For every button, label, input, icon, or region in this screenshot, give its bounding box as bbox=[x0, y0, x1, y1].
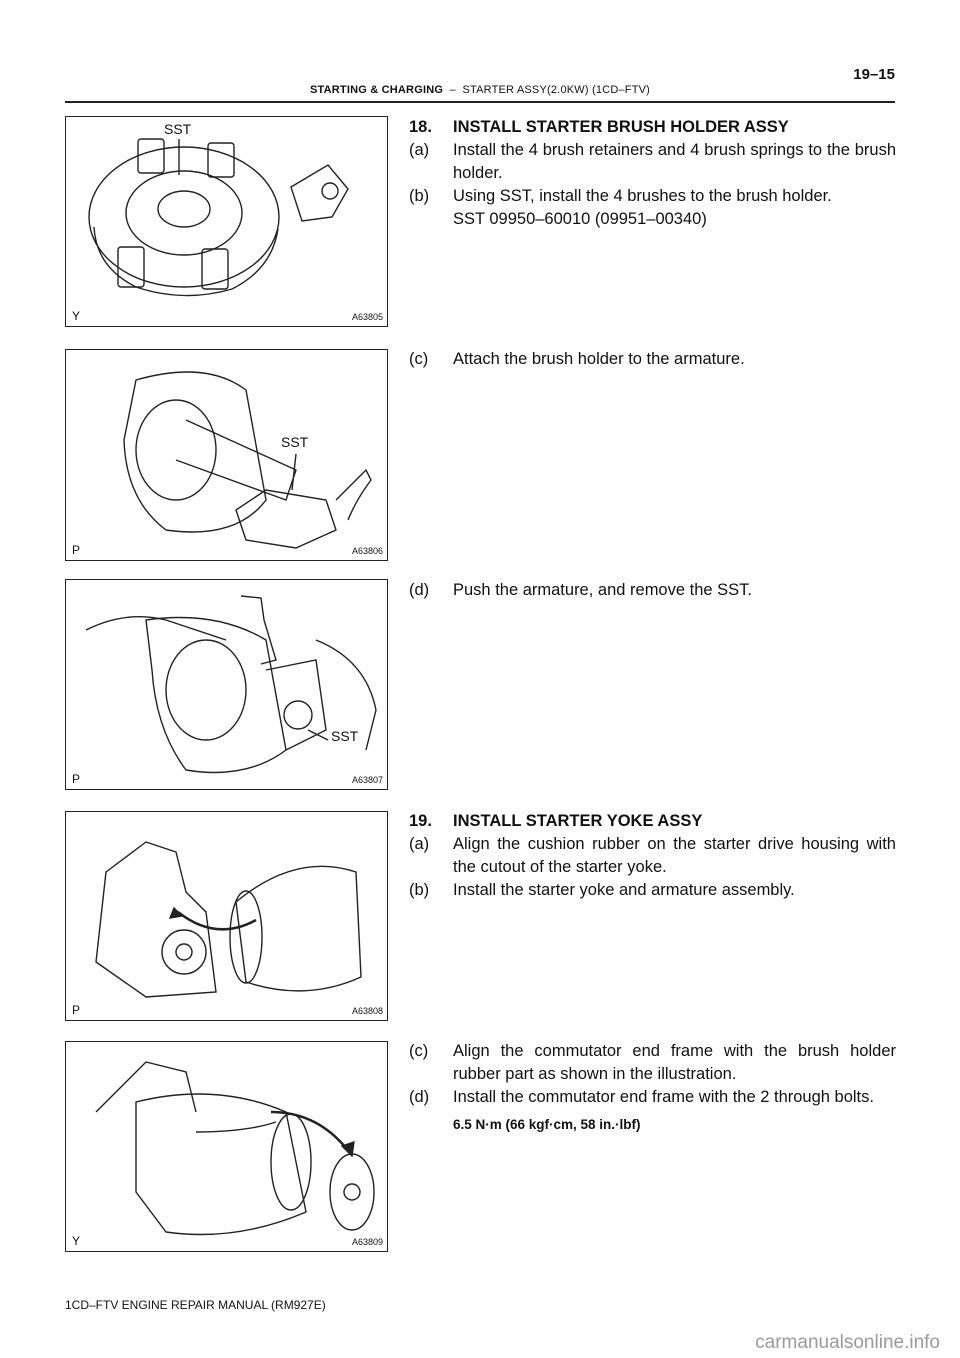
header-section: STARTING & CHARGING bbox=[309, 84, 444, 96]
watermark: carmanualsonline.info bbox=[755, 1332, 940, 1353]
step-18d: (d) Push the armature, and remove the SST. bbox=[409, 581, 752, 599]
end-frame-illustration bbox=[66, 1042, 388, 1252]
figure-yoke-install bbox=[65, 811, 388, 1021]
step-18c: (c) Attach the brush holder to the armature. bbox=[409, 350, 745, 368]
figure3-tag: P bbox=[72, 772, 81, 786]
step-19cd-block bbox=[409, 1040, 896, 1136]
page-footer: 1CD–FTV ENGINE REPAIR MANUAL (RM927E) bbox=[65, 1298, 326, 1312]
figure1-code: A63805 bbox=[351, 312, 383, 322]
step-18-block bbox=[409, 116, 896, 231]
step-18-heading: 18. INSTALL STARTER BRUSH HOLDER ASSY bbox=[409, 118, 789, 136]
figure2-tag: P bbox=[72, 543, 81, 557]
torque-spec: 6.5 N·m (66 kgf·cm, 58 in.·lbf) bbox=[453, 1117, 641, 1132]
step-19d: (d) Install the commutator end frame with the 2 through bolts. bbox=[409, 1088, 874, 1106]
header-topic: STARTER ASSY(2.0KW) (1CD–FTV) bbox=[462, 84, 651, 96]
figure1-sst-label: SST bbox=[164, 121, 192, 137]
figure2-code: A63806 bbox=[351, 546, 383, 556]
page-number: 19–15 bbox=[853, 66, 895, 83]
figure2-sst-label: SST bbox=[281, 434, 309, 450]
figure-brush-holder bbox=[65, 116, 388, 327]
figure-end-frame bbox=[65, 1041, 388, 1252]
figure1-tag: Y bbox=[72, 309, 81, 323]
figure3-sst-label: SST bbox=[331, 728, 359, 744]
figure5-tag: Y bbox=[72, 1234, 81, 1248]
step-18a: (a) Install the 4 brush retainers and 4 brush springs to the brush holder. bbox=[409, 141, 896, 182]
armature-illustration-2 bbox=[66, 580, 388, 790]
figure-push-armature bbox=[65, 579, 388, 790]
brush-holder-illustration bbox=[66, 117, 388, 327]
figure5-code: A63809 bbox=[351, 1237, 383, 1247]
step-18d-block bbox=[409, 579, 896, 602]
figure4-code: A63808 bbox=[351, 1006, 383, 1016]
yoke-illustration bbox=[66, 812, 388, 1021]
step-19-block bbox=[409, 810, 896, 902]
step-19-heading: 19. INSTALL STARTER YOKE ASSY bbox=[409, 812, 703, 830]
armature-illustration-1 bbox=[66, 350, 388, 561]
step-19a: (a) Align the cushion rubber on the starter drive housing with the cutout of the starter yoke. bbox=[409, 835, 896, 876]
step-19b: (b) Install the starter yoke and armature assembly. bbox=[409, 881, 795, 899]
step-19c: (c) Align the commutator end frame with the brush holder rubber part as shown in the illustration. bbox=[409, 1042, 896, 1083]
figure3-code: A63807 bbox=[351, 775, 383, 785]
step-18b-sst: SST 09950–60010 (09951–00340) bbox=[453, 210, 707, 228]
header-rule bbox=[65, 101, 895, 103]
header-dash: – bbox=[449, 84, 456, 96]
running-header bbox=[65, 84, 895, 96]
figure-attach-armature bbox=[65, 349, 388, 561]
step-18b: (b) Using SST, install the 4 brushes to the brush holder. bbox=[409, 187, 832, 205]
figure4-tag: P bbox=[72, 1003, 81, 1017]
step-18c-block bbox=[409, 348, 896, 371]
